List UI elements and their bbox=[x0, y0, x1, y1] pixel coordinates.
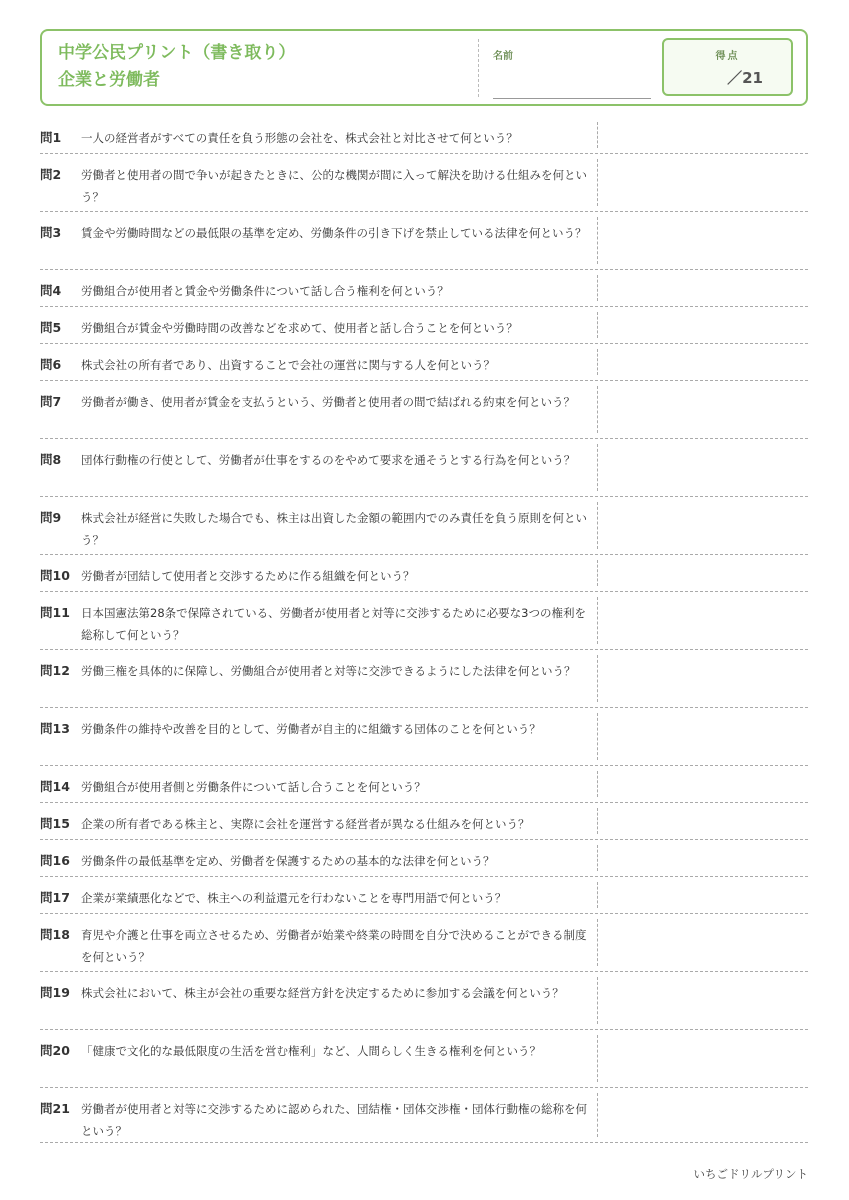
question-text: 労働三権を具体的に保障し、労働組合が使用者と対等に交渉できるようにした法律を何という？ bbox=[81, 664, 576, 678]
answer-field[interactable] bbox=[600, 803, 808, 839]
worksheet-title: 中学公民プリント（書き取り） bbox=[58, 43, 296, 63]
answer-field[interactable] bbox=[600, 497, 808, 554]
question-text: 労働条件の最低基準を定め、労働者を保護するための基本的な法律を何という？ bbox=[81, 854, 495, 868]
question-text: 労働者が団結して使用者と交渉するために作る組織を何という？ bbox=[81, 569, 415, 583]
answer-field[interactable] bbox=[600, 708, 808, 765]
answer-divider bbox=[597, 560, 598, 586]
answer-field[interactable] bbox=[600, 766, 808, 802]
question-row bbox=[40, 270, 808, 307]
question-text: 労働組合が使用者と賃金や労働条件について話し合う権利を何という？ bbox=[81, 284, 449, 298]
answer-divider bbox=[597, 597, 598, 644]
question-text: 企業が業績悪化などで、株主への利益還元を行わないことを専門用語で何という？ bbox=[81, 891, 507, 905]
question-text: 労働者と使用者の間で争いが起きたときに、公的な機関が間に入って解決を助ける仕組みを何という？ bbox=[81, 168, 587, 204]
question-number: 問11 bbox=[40, 605, 70, 620]
question-row bbox=[40, 212, 808, 270]
question-text: 育児や介護と仕事を両立させるため、労働者が始業や終業の時間を自分で決めることができる制度を何という？ bbox=[81, 928, 587, 964]
question-number: 問4 bbox=[40, 283, 62, 298]
answer-field[interactable] bbox=[600, 154, 808, 211]
score-box bbox=[662, 38, 793, 96]
worksheet-header bbox=[40, 29, 808, 106]
question-row bbox=[40, 914, 808, 972]
answer-field[interactable] bbox=[600, 344, 808, 380]
question-row bbox=[40, 497, 808, 555]
answer-field[interactable] bbox=[600, 972, 808, 1029]
score-label: 得点 bbox=[715, 51, 740, 62]
answer-divider bbox=[597, 159, 598, 206]
question-text: 企業の所有者である株主と、実際に会社を運営する経営者が異なる仕組みを何という？ bbox=[81, 817, 530, 831]
answer-field[interactable] bbox=[600, 914, 808, 971]
question-row bbox=[40, 840, 808, 877]
answer-divider bbox=[597, 444, 598, 491]
answer-divider bbox=[597, 386, 598, 433]
answer-field[interactable] bbox=[600, 840, 808, 876]
answer-divider bbox=[597, 771, 598, 797]
question-number: 問13 bbox=[40, 721, 70, 736]
answer-field[interactable] bbox=[600, 117, 808, 153]
question-number: 問19 bbox=[40, 985, 70, 1000]
question-text: 株式会社が経営に失敗した場合でも、株主は出資した金額の範囲内でのみ責任を負う原則を何という？ bbox=[81, 511, 587, 547]
name-label: 名前 bbox=[493, 51, 513, 62]
question-text: 賃金や労働時間などの最低限の基準を定め、労働条件の引き下げを禁止している法律を何という？ bbox=[81, 226, 587, 240]
question-row bbox=[40, 307, 808, 344]
question-number: 問20 bbox=[40, 1043, 70, 1058]
answer-divider bbox=[597, 655, 598, 702]
question-number: 問2 bbox=[40, 167, 62, 182]
answer-field[interactable] bbox=[600, 270, 808, 306]
question-number: 問16 bbox=[40, 853, 70, 868]
question-number: 問5 bbox=[40, 320, 62, 335]
question-row bbox=[40, 1088, 808, 1143]
answer-divider bbox=[597, 808, 598, 834]
question-row bbox=[40, 972, 808, 1030]
answer-divider bbox=[597, 349, 598, 375]
answer-divider bbox=[597, 977, 598, 1024]
question-row bbox=[40, 117, 808, 154]
answer-field[interactable] bbox=[600, 381, 808, 438]
answer-divider bbox=[597, 502, 598, 549]
question-row bbox=[40, 650, 808, 708]
question-text: 日本国憲法第28条で保障されている、労働者が使用者と対等に交渉するために必要な3つの権利を総称して何という？ bbox=[81, 606, 586, 642]
answer-field[interactable] bbox=[600, 307, 808, 343]
question-row bbox=[40, 439, 808, 497]
answer-field[interactable] bbox=[600, 877, 808, 913]
answer-divider bbox=[597, 217, 598, 264]
question-number: 問10 bbox=[40, 568, 70, 583]
question-number: 問3 bbox=[40, 225, 62, 240]
question-row bbox=[40, 154, 808, 212]
question-number: 問7 bbox=[40, 394, 62, 409]
question-text: 労働者が働き、使用者が賃金を支払うという、労働者と使用者の間で結ばれる約束を何という？ bbox=[81, 395, 576, 409]
question-row bbox=[40, 877, 808, 914]
question-text: 労働者が使用者と対等に交渉するために認められた、団結権・団体交渉権・団体行動権の総称を何という？ bbox=[81, 1102, 587, 1138]
question-text: 団体行動権の行使として、労働者が仕事をするのをやめて要求を通そうとする行為を何という？ bbox=[81, 453, 576, 467]
question-text: 労働組合が使用者側と労働条件について話し合うことを何という？ bbox=[81, 780, 426, 794]
question-text: 労働条件の維持や改善を目的として、労働者が自主的に組織する団体のことを何という？ bbox=[81, 722, 541, 736]
question-number: 問17 bbox=[40, 890, 70, 905]
question-number: 問12 bbox=[40, 663, 70, 678]
answer-divider bbox=[597, 275, 598, 301]
answer-field[interactable] bbox=[600, 1030, 808, 1087]
name-field[interactable] bbox=[493, 98, 651, 99]
answer-field[interactable] bbox=[600, 592, 808, 649]
answer-field[interactable] bbox=[600, 212, 808, 269]
answer-divider bbox=[597, 845, 598, 871]
question-text: 労働組合が賃金や労働時間の改善などを求めて、使用者と話し合うことを何という？ bbox=[81, 321, 518, 335]
question-row bbox=[40, 592, 808, 650]
question-row bbox=[40, 344, 808, 381]
question-row bbox=[40, 708, 808, 766]
answer-field[interactable] bbox=[600, 1088, 808, 1142]
answer-divider bbox=[597, 312, 598, 338]
question-number: 問21 bbox=[40, 1101, 70, 1116]
answer-field[interactable] bbox=[600, 555, 808, 591]
score-total: ／21 bbox=[727, 69, 763, 87]
answer-field[interactable] bbox=[600, 439, 808, 496]
title-block bbox=[58, 40, 295, 94]
worksheet-subtitle: 企業と労働者 bbox=[58, 70, 160, 90]
answer-divider bbox=[597, 122, 598, 148]
answer-divider bbox=[597, 882, 598, 908]
question-row bbox=[40, 1030, 808, 1088]
question-number: 問15 bbox=[40, 816, 70, 831]
question-number: 問8 bbox=[40, 452, 62, 467]
question-number: 問14 bbox=[40, 779, 70, 794]
question-row bbox=[40, 381, 808, 439]
answer-divider bbox=[597, 713, 598, 760]
question-number: 問9 bbox=[40, 510, 62, 525]
question-number: 問18 bbox=[40, 927, 70, 942]
question-text: 株式会社において、株主が会社の重要な経営方針を決定するために参加する会議を何という？ bbox=[81, 986, 564, 1000]
question-text: 株式会社の所有者であり、出資することで会社の運営に関与する人を何という？ bbox=[81, 358, 495, 372]
answer-divider bbox=[597, 1093, 598, 1137]
question-row bbox=[40, 555, 808, 592]
answer-divider bbox=[597, 1035, 598, 1082]
answer-field[interactable] bbox=[600, 650, 808, 707]
name-area bbox=[478, 39, 658, 97]
answer-divider bbox=[597, 919, 598, 966]
question-text: 「健康で文化的な最低限度の生活を営む権利」など、人間らしく生きる権利を何という？ bbox=[81, 1044, 541, 1058]
question-text: 一人の経営者がすべての責任を負う形態の会社を、株式会社と対比させて何という？ bbox=[81, 131, 518, 145]
footer-brand: いちごドリルプリント bbox=[693, 1167, 808, 1181]
question-row bbox=[40, 803, 808, 840]
question-row bbox=[40, 766, 808, 803]
question-number: 問1 bbox=[40, 130, 62, 145]
question-number: 問6 bbox=[40, 357, 62, 372]
